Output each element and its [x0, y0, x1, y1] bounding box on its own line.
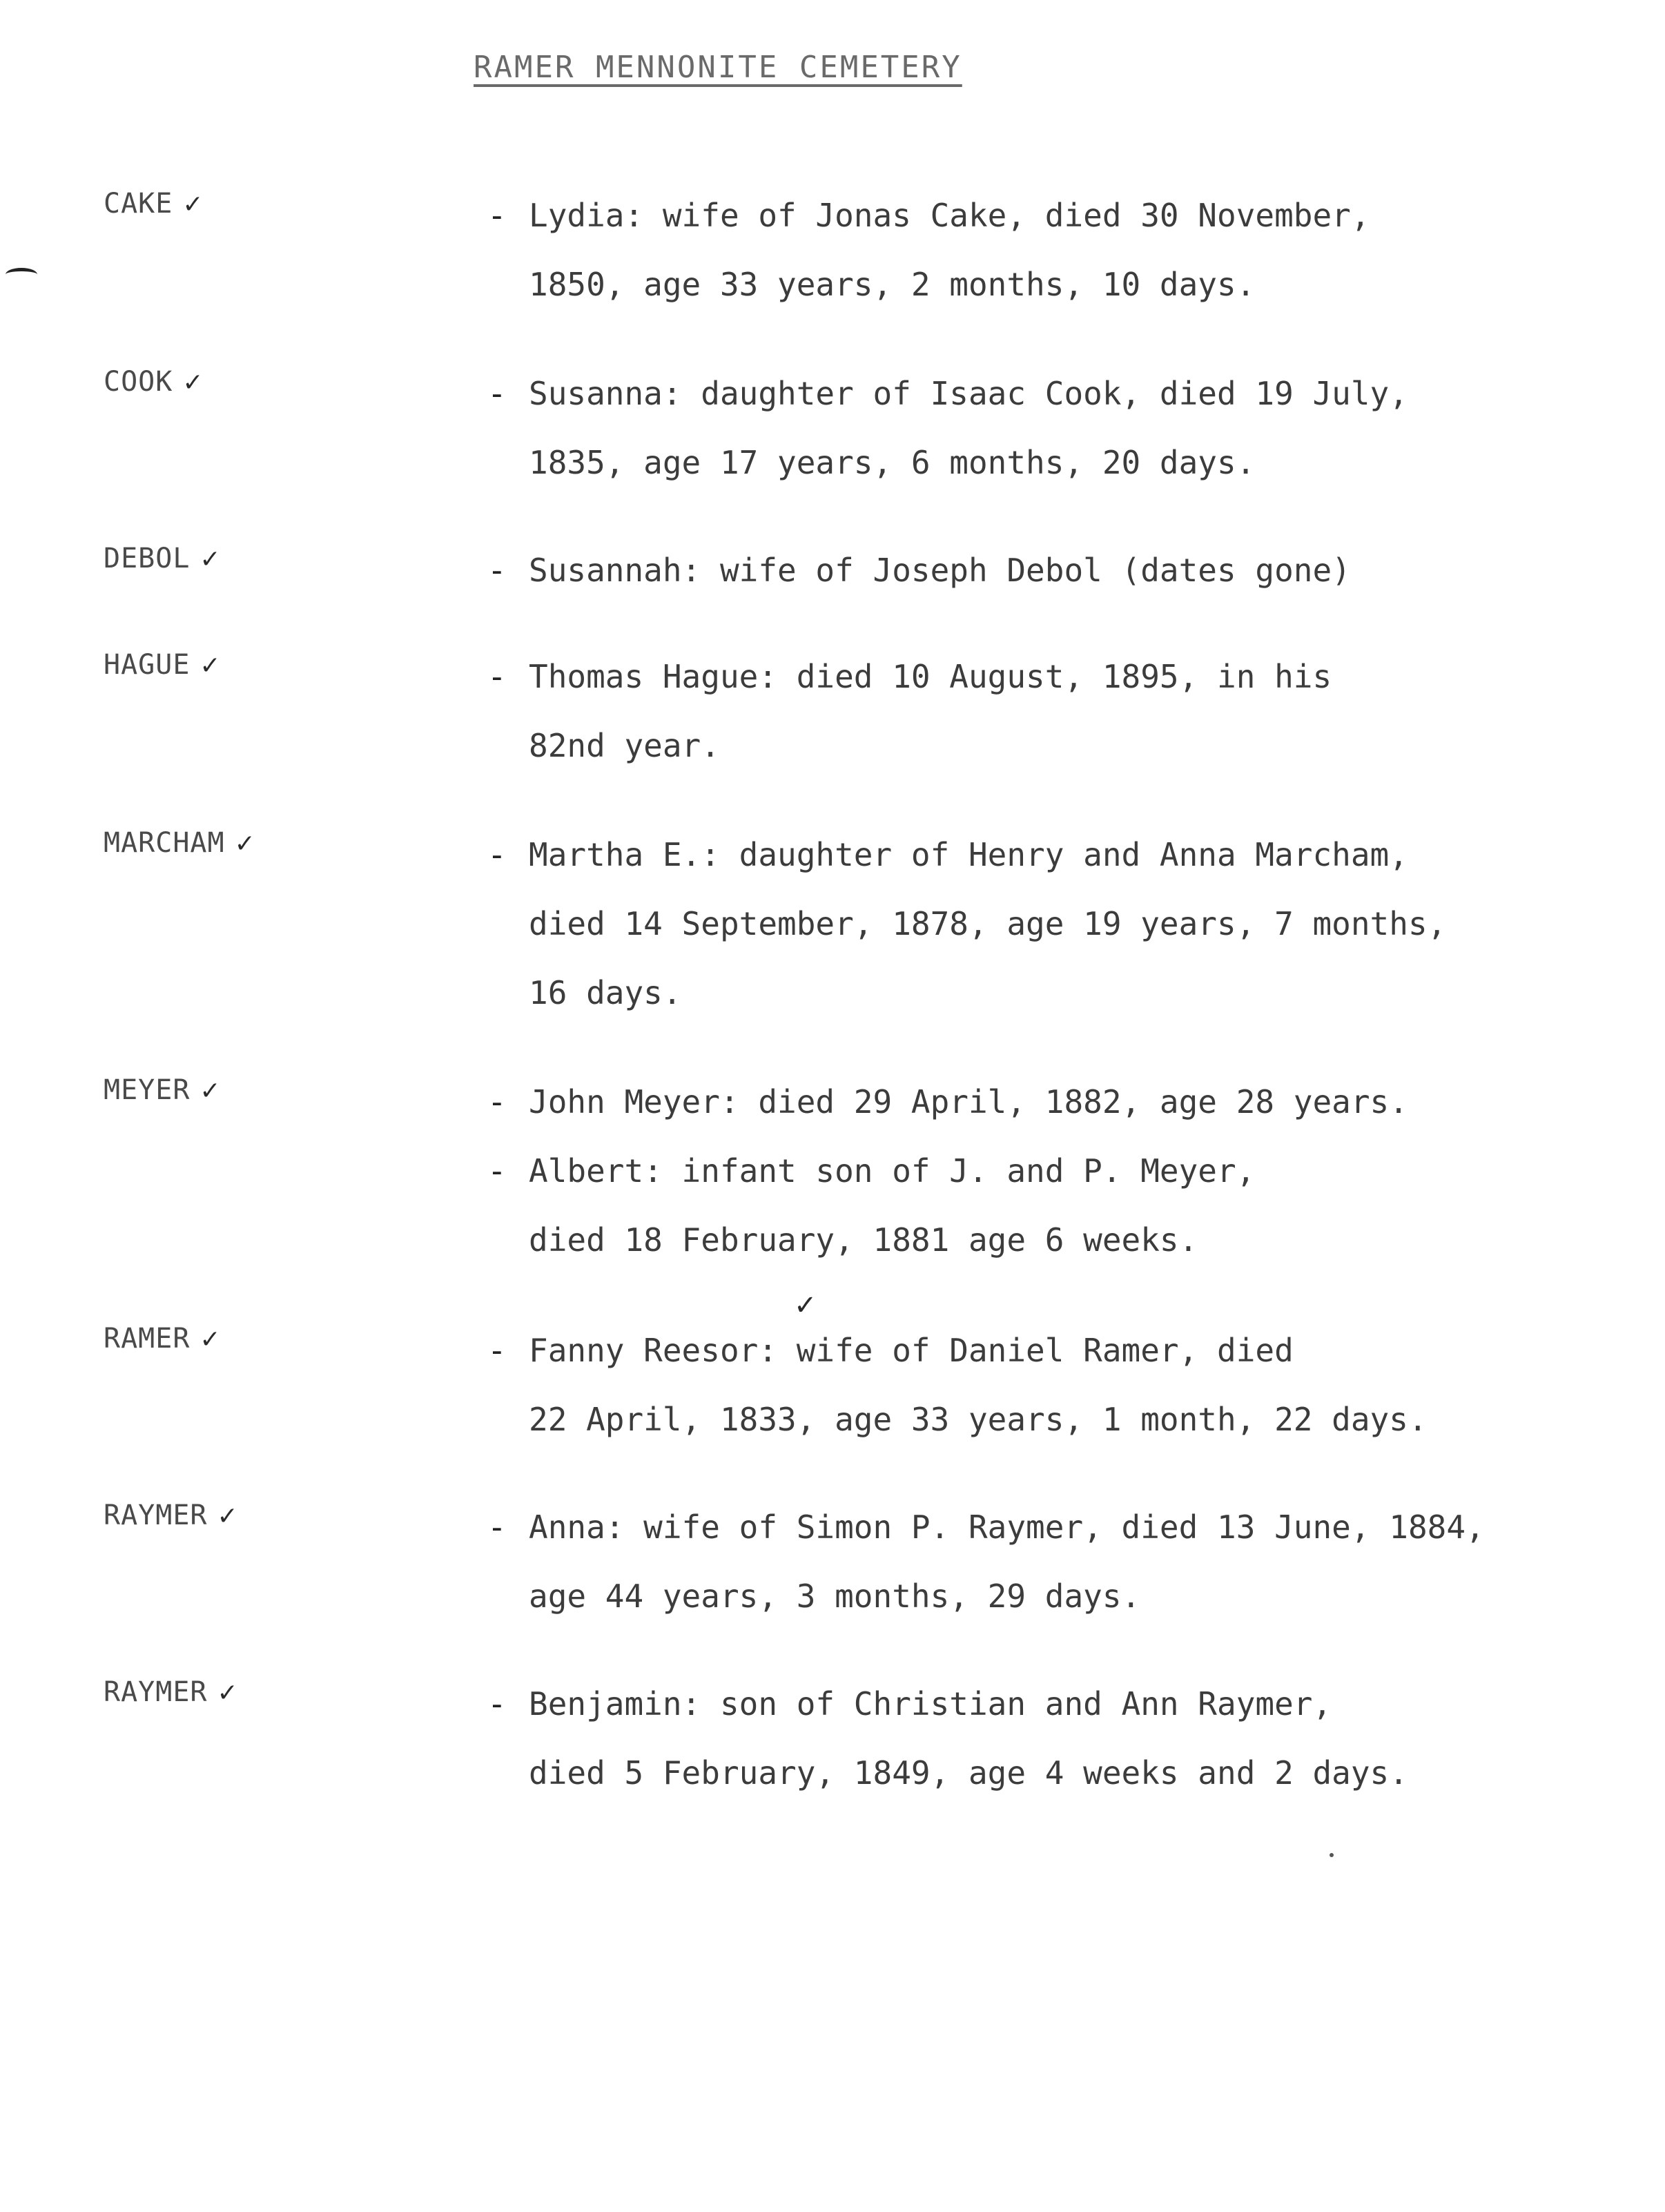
- check-mark-icon: ✓: [199, 1077, 222, 1105]
- surname-label: CAKE: [104, 188, 173, 220]
- entry-line: - Fanny Reesor: wife of Daniel Ramer, died: [487, 1316, 1606, 1385]
- entry-line: - Thomas Hague: died 10 August, 1895, in his: [487, 642, 1606, 711]
- surname-label: RAYMER: [104, 1676, 208, 1708]
- surname-label: HAGUE: [104, 649, 191, 681]
- surname-hague: [104, 649, 222, 681]
- entry-ramer: [487, 1316, 1606, 1454]
- entry-line: 1850, age 33 years, 2 months, 10 days.: [529, 266, 1256, 303]
- surname-debol: [104, 543, 222, 574]
- entry-cook: [487, 359, 1606, 497]
- check-mark-icon: ✓: [234, 830, 256, 858]
- check-mark-icon: ✓: [217, 1502, 239, 1531]
- entry-line: age 44 years, 3 months, 29 days.: [529, 1578, 1141, 1615]
- entry-line: 82nd year.: [529, 727, 720, 764]
- surname-cake: [104, 188, 204, 220]
- dash: -: [487, 1685, 507, 1723]
- entry-debol: [487, 536, 1606, 605]
- dash: -: [487, 1508, 507, 1546]
- entry-line: - Martha E.: daughter of Henry and Anna Marcham,: [487, 820, 1606, 889]
- surname-marcham: [104, 827, 256, 859]
- surname-raymer: [104, 1676, 239, 1708]
- entry-line: - Susannah: wife of Joseph Debol (dates gone): [487, 536, 1606, 605]
- entry-line: - John Meyer: died 29 April, 1882, age 28 years.: [487, 1067, 1606, 1136]
- margin-mark: [6, 268, 37, 281]
- dash: -: [487, 375, 507, 412]
- dash: -: [487, 658, 507, 695]
- surname-label: MEYER: [104, 1074, 191, 1106]
- entry-raymer-anna: [487, 1493, 1606, 1631]
- check-mark-icon: ✓: [199, 652, 222, 680]
- dash: -: [487, 1152, 507, 1190]
- surname-label: RAYMER: [104, 1500, 208, 1531]
- entry-line: - Lydia: wife of Jonas Cake, died 30 November,: [487, 181, 1606, 250]
- check-mark-icon: ✓: [199, 1326, 222, 1354]
- entry-cake: [487, 181, 1606, 319]
- entry-line: - Albert: infant son of J. and P. Meyer,: [487, 1136, 1606, 1205]
- entry-line: died 5 February, 1849, age 4 weeks and 2 days.: [529, 1754, 1408, 1792]
- dash: -: [487, 197, 507, 234]
- surname-meyer: [104, 1074, 222, 1106]
- entry-line: - Susanna: daughter of Isaac Cook, died 19 July,: [487, 359, 1606, 428]
- surname-label: DEBOL: [104, 543, 191, 574]
- entry-meyer: [487, 1067, 1606, 1274]
- entry-hague: [487, 642, 1606, 780]
- entry-line: 16 days.: [529, 974, 682, 1011]
- check-mark-icon: ✓: [794, 1290, 817, 1321]
- entry-marcham: [487, 820, 1606, 1027]
- dash: -: [487, 552, 507, 589]
- surname-raymer: [104, 1500, 239, 1531]
- check-mark-icon: ✓: [182, 369, 204, 397]
- entry-line: 22 April, 1833, age 33 years, 1 month, 22 days.: [529, 1401, 1428, 1438]
- check-mark-icon: ✓: [199, 545, 222, 574]
- surname-ramer: [104, 1323, 222, 1355]
- entry-line: died 18 February, 1881 age 6 weeks.: [529, 1221, 1198, 1259]
- entry-line: - Anna: wife of Simon P. Raymer, died 13 June, 1884,: [487, 1493, 1606, 1562]
- surname-label: RAMER: [104, 1323, 191, 1355]
- entry-line: 1835, age 17 years, 6 months, 20 days.: [529, 444, 1256, 481]
- dash: -: [487, 1332, 507, 1369]
- dash: -: [487, 1083, 507, 1120]
- surname-cook: [104, 366, 204, 398]
- surname-label: COOK: [104, 366, 173, 398]
- check-mark-icon: ✓: [182, 191, 204, 219]
- surname-label: MARCHAM: [104, 827, 225, 859]
- dash: -: [487, 836, 507, 873]
- entry-line: - Benjamin: son of Christian and Ann Raymer,: [487, 1669, 1606, 1738]
- ink-dot: [1330, 1853, 1334, 1857]
- document-title: RAMER MENNONITE CEMETERY: [474, 50, 962, 85]
- entry-raymer-benjamin: [487, 1669, 1606, 1807]
- check-mark-icon: ✓: [217, 1679, 239, 1707]
- entry-line: died 14 September, 1878, age 19 years, 7 months,: [529, 905, 1447, 942]
